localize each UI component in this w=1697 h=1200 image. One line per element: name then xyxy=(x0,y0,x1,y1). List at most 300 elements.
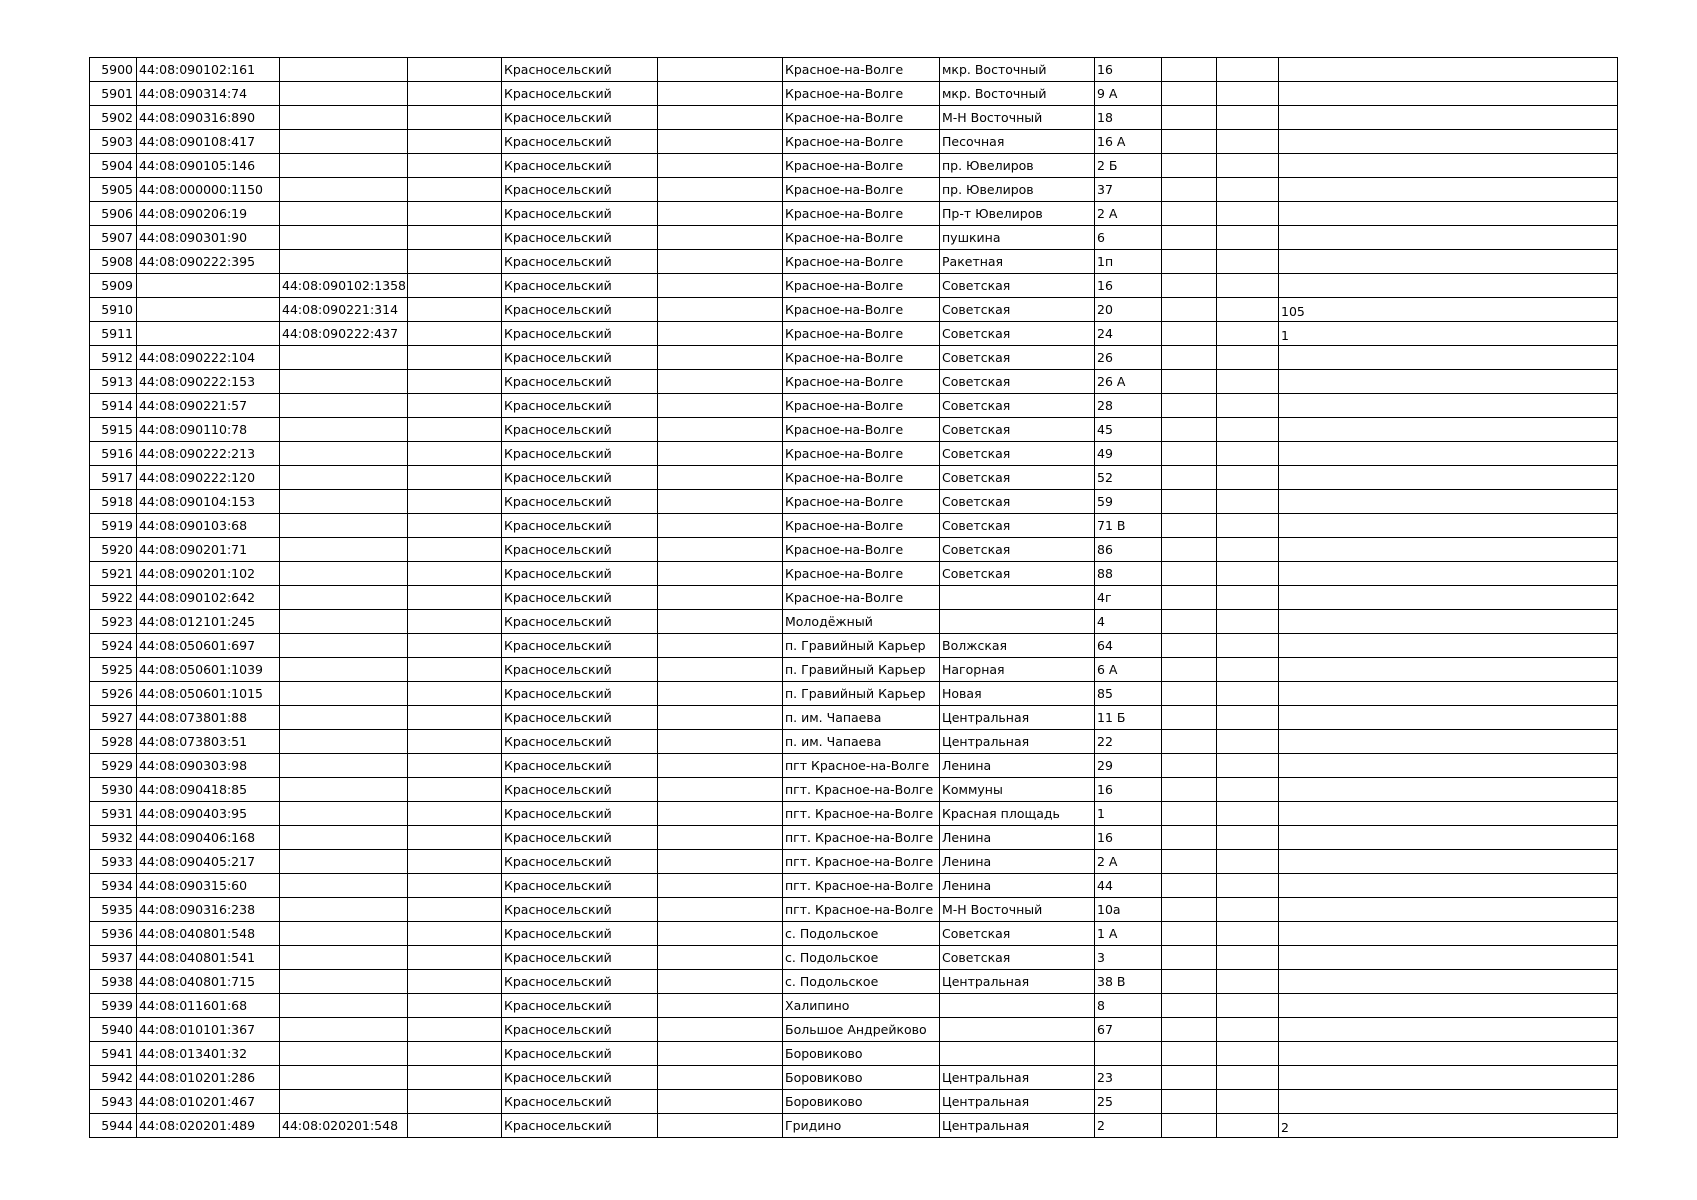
extra-value-cell xyxy=(1279,130,1618,154)
house-number-cell: 86 xyxy=(1095,538,1162,562)
locality-cell: Красное-на-Волге xyxy=(783,154,940,178)
district-cell: Красносельский xyxy=(502,946,658,970)
district-cell: Красносельский xyxy=(502,1114,658,1138)
street-cell: Советская xyxy=(940,946,1095,970)
empty-cell xyxy=(408,826,502,850)
cadastral-number-cell: 44:08:011601:68 xyxy=(137,994,280,1018)
linked-cadastral-number-cell xyxy=(280,538,408,562)
extra-value-cell xyxy=(1279,634,1618,658)
row-number-cell: 5918 xyxy=(90,490,137,514)
table-row xyxy=(90,1090,1618,1114)
house-number-cell: 9 А xyxy=(1095,82,1162,106)
street-cell: Советская xyxy=(940,346,1095,370)
empty-cell xyxy=(1217,1114,1279,1138)
table-row xyxy=(90,130,1618,154)
empty-cell xyxy=(408,490,502,514)
district-cell: Красносельский xyxy=(502,970,658,994)
row-number-cell: 5900 xyxy=(90,58,137,82)
empty-cell xyxy=(658,250,783,274)
house-number-cell: 25 xyxy=(1095,1090,1162,1114)
empty-cell xyxy=(658,178,783,202)
empty-cell xyxy=(1162,322,1217,346)
district-cell: Красносельский xyxy=(502,202,658,226)
table-row xyxy=(90,1066,1618,1090)
house-number-cell: 52 xyxy=(1095,466,1162,490)
empty-cell xyxy=(408,730,502,754)
district-cell: Красносельский xyxy=(502,274,658,298)
extra-value-cell xyxy=(1279,562,1618,586)
district-cell: Красносельский xyxy=(502,994,658,1018)
locality-cell: пгт. Красное-на-Волге xyxy=(783,826,940,850)
table-row xyxy=(90,106,1618,130)
house-number-cell: 24 xyxy=(1095,322,1162,346)
street-cell: М-Н Восточный xyxy=(940,898,1095,922)
street-cell: Пр-т Ювелиров xyxy=(940,202,1095,226)
cadastral-number-cell: 44:08:010201:286 xyxy=(137,1066,280,1090)
house-number-cell: 16 xyxy=(1095,274,1162,298)
table-row xyxy=(90,898,1618,922)
linked-cadastral-number-cell xyxy=(280,442,408,466)
extra-value-cell xyxy=(1279,826,1618,850)
empty-cell xyxy=(408,298,502,322)
cadastral-number-cell: 44:08:090206:19 xyxy=(137,202,280,226)
extra-value-cell xyxy=(1279,538,1618,562)
cadastral-number-cell: 44:08:040801:548 xyxy=(137,922,280,946)
house-number-cell: 16 xyxy=(1095,826,1162,850)
locality-cell: Красное-на-Волге xyxy=(783,562,940,586)
empty-cell xyxy=(1162,874,1217,898)
empty-cell xyxy=(1217,1090,1279,1114)
empty-cell xyxy=(658,1090,783,1114)
locality-cell: Красное-на-Волге xyxy=(783,226,940,250)
street-cell: Центральная xyxy=(940,730,1095,754)
street-cell: мкр. Восточный xyxy=(940,82,1095,106)
street-cell: Ракетная xyxy=(940,250,1095,274)
locality-cell: Боровиково xyxy=(783,1042,940,1066)
locality-cell: пгт Красное-на-Волге xyxy=(783,754,940,778)
empty-cell xyxy=(408,322,502,346)
street-cell: Советская xyxy=(940,442,1095,466)
locality-cell: п. им. Чапаева xyxy=(783,730,940,754)
empty-cell xyxy=(1217,1018,1279,1042)
house-number-cell: 38 В xyxy=(1095,970,1162,994)
house-number-cell: 22 xyxy=(1095,730,1162,754)
district-cell: Красносельский xyxy=(502,754,658,778)
linked-cadastral-number-cell xyxy=(280,826,408,850)
empty-cell xyxy=(408,274,502,298)
table-row xyxy=(90,658,1618,682)
table-row xyxy=(90,634,1618,658)
locality-cell: Красное-на-Волге xyxy=(783,82,940,106)
table-row xyxy=(90,730,1618,754)
empty-cell xyxy=(1217,82,1279,106)
cadastral-number-cell: 44:08:040801:541 xyxy=(137,946,280,970)
empty-cell xyxy=(1162,850,1217,874)
table-row xyxy=(90,298,1618,322)
extra-value-cell xyxy=(1279,970,1618,994)
locality-cell: пгт. Красное-на-Волге xyxy=(783,850,940,874)
empty-cell xyxy=(658,634,783,658)
empty-cell xyxy=(408,970,502,994)
empty-cell xyxy=(408,898,502,922)
linked-cadastral-number-cell: 44:08:090221:314 xyxy=(280,298,408,322)
empty-cell xyxy=(658,58,783,82)
empty-cell xyxy=(1162,274,1217,298)
cadastral-number-cell: 44:08:090103:68 xyxy=(137,514,280,538)
table-row xyxy=(90,874,1618,898)
empty-cell xyxy=(1162,922,1217,946)
locality-cell: Красное-на-Волге xyxy=(783,202,940,226)
empty-cell xyxy=(1162,106,1217,130)
cadastral-number-cell: 44:08:020201:489 xyxy=(137,1114,280,1138)
locality-cell: Красное-на-Волге xyxy=(783,274,940,298)
house-number-cell xyxy=(1095,1042,1162,1066)
registry-table-body xyxy=(90,58,1618,1138)
row-number-cell: 5916 xyxy=(90,442,137,466)
empty-cell xyxy=(1217,586,1279,610)
district-cell: Красносельский xyxy=(502,874,658,898)
empty-cell xyxy=(408,202,502,226)
table-row xyxy=(90,514,1618,538)
empty-cell xyxy=(1217,634,1279,658)
street-cell xyxy=(940,1018,1095,1042)
row-number-cell: 5912 xyxy=(90,346,137,370)
district-cell: Красносельский xyxy=(502,346,658,370)
empty-cell xyxy=(408,418,502,442)
row-number-cell: 5939 xyxy=(90,994,137,1018)
extra-value-cell xyxy=(1279,994,1618,1018)
district-cell: Красносельский xyxy=(502,658,658,682)
empty-cell xyxy=(1162,82,1217,106)
empty-cell xyxy=(1162,754,1217,778)
extra-value-cell xyxy=(1279,466,1618,490)
extra-value-cell xyxy=(1279,346,1618,370)
row-number-cell: 5924 xyxy=(90,634,137,658)
cadastral-number-cell: 44:08:090201:102 xyxy=(137,562,280,586)
cadastral-number-cell: 44:08:090102:161 xyxy=(137,58,280,82)
district-cell: Красносельский xyxy=(502,778,658,802)
linked-cadastral-number-cell xyxy=(280,994,408,1018)
empty-cell xyxy=(1217,370,1279,394)
cadastral-number-cell: 44:08:090222:395 xyxy=(137,250,280,274)
empty-cell xyxy=(658,538,783,562)
house-number-cell: 10а xyxy=(1095,898,1162,922)
district-cell: Красносельский xyxy=(502,1066,658,1090)
locality-cell: Боровиково xyxy=(783,1066,940,1090)
extra-value-cell xyxy=(1279,178,1618,202)
empty-cell xyxy=(1162,442,1217,466)
house-number-cell: 28 xyxy=(1095,394,1162,418)
empty-cell xyxy=(658,418,783,442)
extra-value-cell xyxy=(1279,274,1618,298)
locality-cell: с. Подольское xyxy=(783,970,940,994)
empty-cell xyxy=(408,922,502,946)
empty-cell xyxy=(1217,826,1279,850)
street-cell: пр. Ювелиров xyxy=(940,154,1095,178)
street-cell: Ленина xyxy=(940,850,1095,874)
street-cell: Волжская xyxy=(940,634,1095,658)
house-number-cell: 16 А xyxy=(1095,130,1162,154)
street-cell: Ленина xyxy=(940,754,1095,778)
cadastral-number-cell: 44:08:013401:32 xyxy=(137,1042,280,1066)
cadastral-number-cell: 44:08:090405:217 xyxy=(137,850,280,874)
empty-cell xyxy=(658,586,783,610)
linked-cadastral-number-cell xyxy=(280,730,408,754)
street-cell: Песочная xyxy=(940,130,1095,154)
linked-cadastral-number-cell xyxy=(280,658,408,682)
street-cell: Советская xyxy=(940,394,1095,418)
empty-cell xyxy=(658,1066,783,1090)
house-number-cell: 4г xyxy=(1095,586,1162,610)
district-cell: Красносельский xyxy=(502,1090,658,1114)
locality-cell: п. Гравийный Карьер xyxy=(783,658,940,682)
empty-cell xyxy=(1162,1066,1217,1090)
row-number-cell: 5909 xyxy=(90,274,137,298)
street-cell xyxy=(940,586,1095,610)
house-number-cell: 45 xyxy=(1095,418,1162,442)
street-cell: Советская xyxy=(940,514,1095,538)
empty-cell xyxy=(1217,994,1279,1018)
empty-cell xyxy=(1217,682,1279,706)
locality-cell: Красное-на-Волге xyxy=(783,586,940,610)
table-row xyxy=(90,562,1618,586)
empty-cell xyxy=(1217,754,1279,778)
extra-value-cell xyxy=(1279,730,1618,754)
cadastral-number-cell: 44:08:090222:104 xyxy=(137,346,280,370)
house-number-cell: 88 xyxy=(1095,562,1162,586)
empty-cell xyxy=(1217,778,1279,802)
empty-cell xyxy=(408,634,502,658)
empty-cell xyxy=(408,1114,502,1138)
street-cell xyxy=(940,1042,1095,1066)
locality-cell: Красное-на-Волге xyxy=(783,58,940,82)
table-row xyxy=(90,490,1618,514)
extra-value-cell xyxy=(1279,850,1618,874)
linked-cadastral-number-cell xyxy=(280,610,408,634)
empty-cell xyxy=(408,538,502,562)
empty-cell xyxy=(1162,154,1217,178)
house-number-cell: 18 xyxy=(1095,106,1162,130)
locality-cell: Красное-на-Волге xyxy=(783,346,940,370)
row-number-cell: 5942 xyxy=(90,1066,137,1090)
table-row xyxy=(90,418,1618,442)
house-number-cell: 20 xyxy=(1095,298,1162,322)
empty-cell xyxy=(1217,394,1279,418)
empty-cell xyxy=(408,82,502,106)
locality-cell: п. Гравийный Карьер xyxy=(783,682,940,706)
empty-cell xyxy=(658,802,783,826)
table-row xyxy=(90,154,1618,178)
row-number-cell: 5925 xyxy=(90,658,137,682)
table-row xyxy=(90,970,1618,994)
linked-cadastral-number-cell xyxy=(280,898,408,922)
empty-cell xyxy=(658,706,783,730)
row-number-cell: 5937 xyxy=(90,946,137,970)
street-cell: Советская xyxy=(940,538,1095,562)
linked-cadastral-number-cell xyxy=(280,130,408,154)
house-number-cell: 6 xyxy=(1095,226,1162,250)
extra-value-cell xyxy=(1279,754,1618,778)
extra-value-cell xyxy=(1279,154,1618,178)
linked-cadastral-number-cell xyxy=(280,514,408,538)
empty-cell xyxy=(658,898,783,922)
linked-cadastral-number-cell xyxy=(280,802,408,826)
extra-value-cell xyxy=(1279,682,1618,706)
empty-cell xyxy=(1162,610,1217,634)
table-row xyxy=(90,370,1618,394)
house-number-cell: 1п xyxy=(1095,250,1162,274)
empty-cell xyxy=(1162,706,1217,730)
empty-cell xyxy=(658,970,783,994)
row-number-cell: 5921 xyxy=(90,562,137,586)
district-cell: Красносельский xyxy=(502,82,658,106)
table-row xyxy=(90,322,1618,346)
extra-value-cell xyxy=(1279,442,1618,466)
empty-cell xyxy=(1217,130,1279,154)
empty-cell xyxy=(408,850,502,874)
locality-cell: Красное-на-Волге xyxy=(783,394,940,418)
locality-cell: Красное-на-Волге xyxy=(783,442,940,466)
empty-cell xyxy=(1217,850,1279,874)
locality-cell: с. Подольское xyxy=(783,922,940,946)
empty-cell xyxy=(658,874,783,898)
extra-value-cell xyxy=(1279,1042,1618,1066)
empty-cell xyxy=(408,514,502,538)
locality-cell: Красное-на-Волге xyxy=(783,106,940,130)
street-cell: Центральная xyxy=(940,970,1095,994)
street-cell: Нагорная xyxy=(940,658,1095,682)
empty-cell xyxy=(1162,538,1217,562)
empty-cell xyxy=(408,346,502,370)
locality-cell: пгт. Красное-на-Волге xyxy=(783,874,940,898)
table-row xyxy=(90,586,1618,610)
district-cell: Красносельский xyxy=(502,394,658,418)
empty-cell xyxy=(1217,874,1279,898)
extra-value-cell xyxy=(1279,202,1618,226)
row-number-cell: 5907 xyxy=(90,226,137,250)
row-number-cell: 5911 xyxy=(90,322,137,346)
table-row xyxy=(90,466,1618,490)
empty-cell xyxy=(658,922,783,946)
locality-cell: Молодёжный xyxy=(783,610,940,634)
empty-cell xyxy=(1162,1114,1217,1138)
table-row xyxy=(90,922,1618,946)
empty-cell xyxy=(408,1042,502,1066)
extra-value-cell xyxy=(1279,922,1618,946)
cadastral-number-cell xyxy=(137,322,280,346)
cadastral-number-cell xyxy=(137,298,280,322)
row-number-cell: 5941 xyxy=(90,1042,137,1066)
empty-cell xyxy=(408,1090,502,1114)
empty-cell xyxy=(1162,490,1217,514)
locality-cell: пгт. Красное-на-Волге xyxy=(783,802,940,826)
table-row xyxy=(90,226,1618,250)
cadastral-number-cell: 44:08:090315:60 xyxy=(137,874,280,898)
district-cell: Красносельский xyxy=(502,514,658,538)
table-row xyxy=(90,58,1618,82)
street-cell: мкр. Восточный xyxy=(940,58,1095,82)
linked-cadastral-number-cell xyxy=(280,706,408,730)
row-number-cell: 5938 xyxy=(90,970,137,994)
empty-cell xyxy=(1217,898,1279,922)
linked-cadastral-number-cell: 44:08:020201:548 xyxy=(280,1114,408,1138)
empty-cell xyxy=(658,490,783,514)
district-cell: Красносельский xyxy=(502,610,658,634)
street-cell: М-Н Восточный xyxy=(940,106,1095,130)
house-number-cell: 4 xyxy=(1095,610,1162,634)
empty-cell xyxy=(658,946,783,970)
empty-cell xyxy=(1162,658,1217,682)
cadastral-number-cell: 44:08:090406:168 xyxy=(137,826,280,850)
house-number-cell: 8 xyxy=(1095,994,1162,1018)
empty-cell xyxy=(1217,418,1279,442)
empty-cell xyxy=(1162,370,1217,394)
house-number-cell: 59 xyxy=(1095,490,1162,514)
cadastral-number-cell: 44:08:090303:98 xyxy=(137,754,280,778)
empty-cell xyxy=(408,1018,502,1042)
empty-cell xyxy=(408,610,502,634)
linked-cadastral-number-cell xyxy=(280,490,408,514)
linked-cadastral-number-cell xyxy=(280,178,408,202)
extra-value-cell xyxy=(1279,874,1618,898)
empty-cell xyxy=(1217,562,1279,586)
locality-cell: п. Гравийный Карьер xyxy=(783,634,940,658)
table-row xyxy=(90,610,1618,634)
row-number-cell: 5919 xyxy=(90,514,137,538)
empty-cell xyxy=(658,106,783,130)
district-cell: Красносельский xyxy=(502,226,658,250)
empty-cell xyxy=(1162,562,1217,586)
cadastral-number-cell: 44:08:090104:153 xyxy=(137,490,280,514)
empty-cell xyxy=(658,370,783,394)
empty-cell xyxy=(408,370,502,394)
cadastral-number-cell: 44:08:050601:697 xyxy=(137,634,280,658)
empty-cell xyxy=(1217,202,1279,226)
empty-cell xyxy=(1217,802,1279,826)
linked-cadastral-number-cell xyxy=(280,682,408,706)
row-number-cell: 5936 xyxy=(90,922,137,946)
row-number-cell: 5940 xyxy=(90,1018,137,1042)
empty-cell xyxy=(408,874,502,898)
district-cell: Красносельский xyxy=(502,106,658,130)
extra-value-cell xyxy=(1279,250,1618,274)
table-row xyxy=(90,1018,1618,1042)
empty-cell xyxy=(1217,706,1279,730)
house-number-cell: 26 А xyxy=(1095,370,1162,394)
district-cell: Красносельский xyxy=(502,898,658,922)
street-cell: Ленина xyxy=(940,826,1095,850)
district-cell: Красносельский xyxy=(502,922,658,946)
empty-cell xyxy=(1162,634,1217,658)
linked-cadastral-number-cell xyxy=(280,226,408,250)
empty-cell xyxy=(1217,1066,1279,1090)
cadastral-number-cell: 44:08:000000:1150 xyxy=(137,178,280,202)
empty-cell xyxy=(1217,538,1279,562)
empty-cell xyxy=(1162,58,1217,82)
district-cell: Красносельский xyxy=(502,1018,658,1042)
row-number-cell: 5932 xyxy=(90,826,137,850)
locality-cell: Большое Андрейково xyxy=(783,1018,940,1042)
empty-cell xyxy=(658,610,783,634)
empty-cell xyxy=(408,106,502,130)
empty-cell xyxy=(1217,442,1279,466)
empty-cell xyxy=(408,466,502,490)
empty-cell xyxy=(1217,106,1279,130)
empty-cell xyxy=(408,562,502,586)
row-number-cell: 5934 xyxy=(90,874,137,898)
extra-value-cell xyxy=(1279,1066,1618,1090)
cadastral-number-cell: 44:08:090418:85 xyxy=(137,778,280,802)
